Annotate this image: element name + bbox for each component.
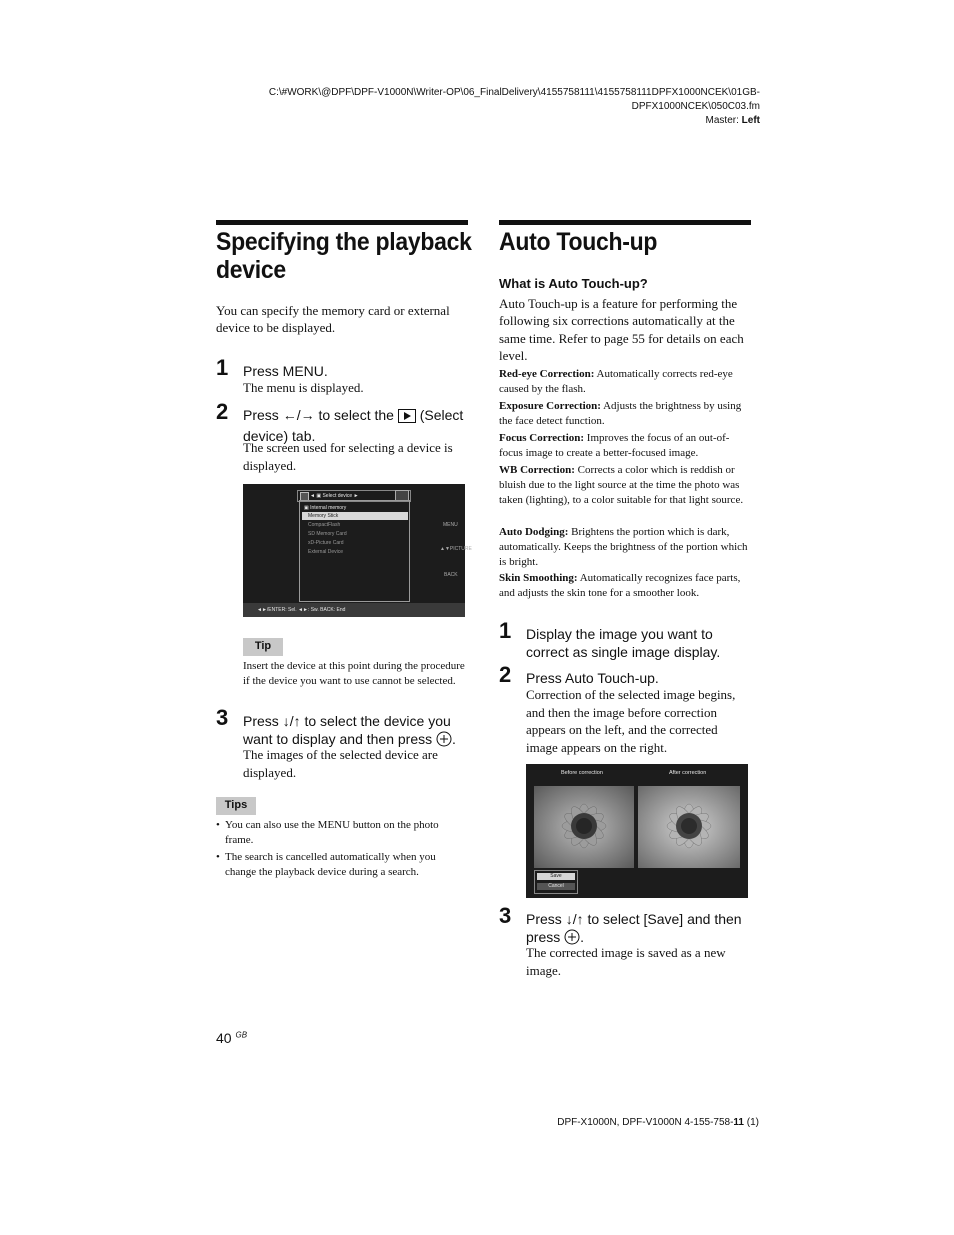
auto-touch-up-intro: Auto Touch-up is a feature for performing the following six corrections automatically at the same time. Refer to page 55 for details on each level.	[499, 296, 744, 363]
page-number: 40 $^{GB}$	[216, 1030, 248, 1046]
section-title-auto-touch-up: Auto Touch-up	[499, 228, 658, 256]
select-device-screen-image	[243, 484, 472, 617]
screen-side-menu-label: MENU	[443, 522, 458, 528]
screen-item-memory-stick: Memory Stick	[308, 513, 339, 519]
correction-focus: Focus Correction: Improves the focus of an out-of-focus image to create a better-focused image.	[499, 432, 730, 459]
section-rule-left	[216, 220, 468, 225]
right-step-3-instruction: Press ↓/↑ to select [Save] and then press .	[526, 910, 751, 949]
screen-item-compactflash: CompactFlash	[308, 522, 341, 528]
save-option[interactable]: Save	[537, 873, 575, 880]
step-number-3: 3	[216, 705, 229, 730]
screen-side-picture-label: ▲▼PICTURE	[440, 546, 472, 552]
model-code-footer: DPF-X1000N, DPF-V1000N 4-155-758-11 (1)	[557, 1117, 759, 1128]
right-step-number-3: 3	[499, 903, 512, 928]
screen-footer-bar	[243, 603, 465, 617]
save-cancel-menu	[534, 870, 578, 894]
right-step-number-2: 2	[499, 662, 512, 687]
step-1-instruction: Press MENU.	[243, 363, 328, 379]
tips-bullet-1: • You can also use the MENU button on the photo frame.	[216, 819, 439, 846]
right-step-2-result: Correction of the selected image begins, and then the image before correction appears on the left, and the corrected image appears on the right.	[526, 687, 736, 755]
tips-label: Tips	[216, 797, 256, 815]
screen-side-back-label: BACK	[444, 572, 458, 578]
step-2-result: The screen used for selecting a device is displayed.	[243, 440, 453, 473]
down-up-arrows-icon-right: ↓/↑	[565, 911, 584, 927]
intro-paragraph-left: You can specify the memory card or external device to be displayed.	[216, 303, 450, 335]
before-image-sunflower	[534, 786, 634, 868]
tip-label: Tip	[243, 638, 283, 656]
correction-skin-smoothing: Skin Smoothing: Automatically recognizes face parts, and adjusts the skin tone for a smoother look.	[499, 572, 741, 599]
screen-footer-text: ◄►/ENTER: Sel. ◄►: Sw. BACK: End	[257, 607, 346, 613]
select-device-tab-icon	[398, 409, 416, 427]
file-path-header	[240, 86, 760, 128]
correction-exposure: Exposure Correction: Adjusts the brightness by using the face detect function.	[499, 400, 742, 427]
step-3-result: The images of the selected device are displayed.	[243, 747, 438, 780]
step-number-1: 1	[216, 355, 229, 380]
before-correction-label: Before correction	[561, 770, 603, 776]
step-number-2: 2	[216, 399, 229, 424]
after-correction-label: After correction	[669, 770, 707, 776]
correction-auto-dodging: Auto Dodging: Brightens the portion which is dark, automatically. Keeps the brightness of the portion which is bright.	[499, 526, 748, 568]
screen-section-internal-memory: ▣ Internal memory	[304, 505, 347, 511]
after-image-sunflower	[638, 786, 740, 868]
screen-tab-label: ◄ ▣ Select device ►	[310, 493, 359, 499]
section-rule-right	[499, 220, 751, 225]
correction-wb: WB Correction: Corrects a color which is reddish or bluish due to the light source at the time the photo was taken (lighting), to a color suitable for that light source.	[499, 464, 744, 506]
step-2-instruction: Press ←/→ to select the (Select device) tab.	[243, 407, 464, 444]
master-page-label: Master: Left	[705, 115, 760, 126]
right-step-3-result: The corrected image is saved as a new image.	[526, 945, 726, 978]
step-1-result: The menu is displayed.	[243, 380, 364, 395]
cancel-option[interactable]: Cancel	[537, 883, 575, 890]
left-right-arrows-icon: ←/→	[282, 407, 315, 423]
tips-bullet-2: • The search is cancelled automatically when you change the playback device during a search.	[216, 851, 436, 878]
right-step-number-1: 1	[499, 618, 512, 643]
file-path-line-1: C:\#WORK\@DPF\DPF-V1000N\Writer-OP\06_FinalDelivery\4155758111\4155758111DPFX1000NCEK\01GB-	[268, 87, 760, 98]
tip-text: Insert the device at this point during the procedure if the device you want to use cannot be selected.	[243, 660, 465, 687]
down-up-arrows-icon: ↓/↑	[282, 713, 301, 729]
screen-item-sd-memory-card: SD Memory Card	[308, 531, 347, 537]
subheading-what-is-auto-touch-up: What is Auto Touch-up?	[499, 276, 648, 291]
file-path-line-2: DPFX1000NCEK\050C03.fm	[631, 101, 760, 112]
screen-item-xd-picture-card: xD-Picture Card	[308, 540, 344, 546]
step-3-instruction: Press ↓/↑ to select the device you want to display and then press .	[243, 712, 468, 751]
screen-item-external-device: External Device	[308, 549, 344, 555]
screen-device-list-panel	[299, 500, 410, 602]
right-step-1-instruction: Display the image you want to correct as single image display.	[526, 626, 721, 660]
section-title-playback-device: Specifying the playback device	[216, 228, 472, 284]
correction-red-eye: Red-eye Correction: Automatically corrects red-eye caused by the flash.	[499, 368, 733, 395]
right-step-2-instruction: Press Auto Touch-up.	[526, 670, 659, 686]
auto-touch-up-screen-image	[526, 764, 748, 898]
